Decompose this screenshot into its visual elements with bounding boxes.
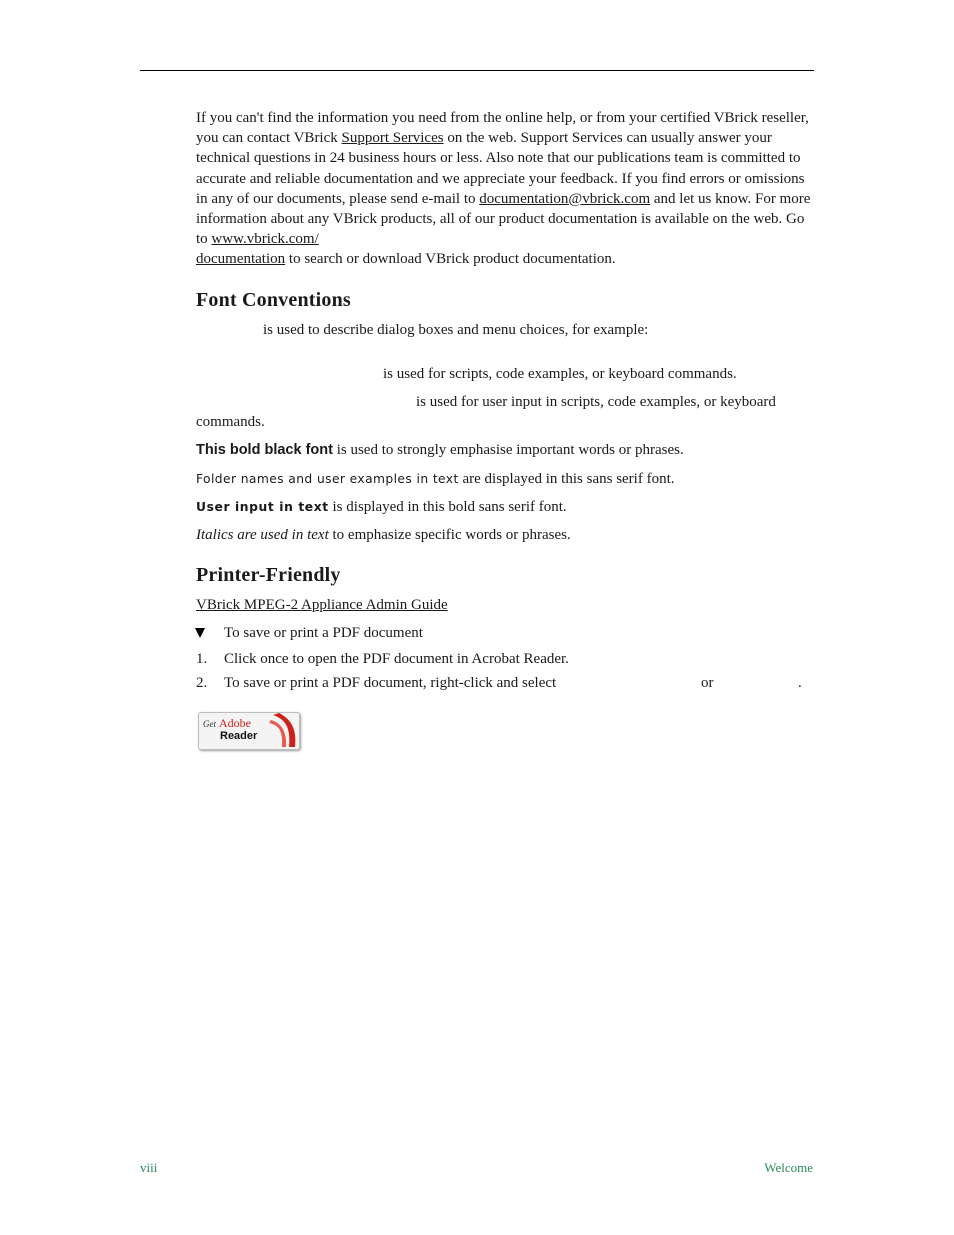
italics-sample: Italics are used in text	[196, 527, 329, 543]
dialog-convention-text: is used to describe dialog boxes and menu choices, for example:	[263, 322, 649, 338]
user-input-convention-text-a: is used for user input in scripts, code examples, or keyboard	[416, 394, 776, 410]
procedure-title: To save or print a PDF document	[224, 625, 423, 641]
intro-text-2: on the web. Support Services can usually answer your technical questions in 24 business hours or less. Also note that our publications team is committed to accurate and reliable documentation and we appreciate your feedback. If you find errors or omissions in any of our documents, please send e-mail to	[196, 130, 805, 207]
step-1-text: Click once to open the PDF document in Acrobat Reader.	[224, 651, 569, 667]
support-services-link[interactable]: Support Services	[341, 130, 444, 147]
footer-section-name: Welcome	[764, 1160, 813, 1175]
documentation-url-part-1: www.vbrick.com/	[211, 231, 319, 248]
user-input-bold-convention	[196, 497, 567, 517]
step-1-number: 1.	[196, 651, 208, 667]
badge-reader-text: Reader	[220, 730, 258, 742]
bold-black-text: is used to strongly emphasise important words or phrases.	[332, 442, 684, 458]
badge-get-text: Get	[203, 719, 216, 729]
documentation-url-part-2: documentation	[196, 251, 286, 268]
bold-black-sample: This bold black font	[196, 442, 333, 458]
footer-page-number: viii	[140, 1160, 158, 1175]
documentation-email-link[interactable]: documentation@vbrick.com	[479, 190, 651, 207]
italics-convention	[196, 525, 571, 545]
folder-text: are displayed in this sans serif font.	[458, 471, 675, 487]
font-conventions-heading: Font Conventions	[196, 289, 351, 311]
step-2-number: 2.	[196, 675, 208, 691]
user-input-convention-text-b: commands.	[196, 414, 265, 430]
bold-black-convention	[196, 440, 684, 460]
admin-guide-link[interactable]: VBrick MPEG-2 Appliance Admin Guide	[196, 597, 448, 613]
step-2-text: To save or print a PDF document, right-click and select	[224, 675, 557, 691]
user-input-desc: is displayed in this bold sans serif font.	[328, 499, 567, 515]
intro-text-4: to search or download VBrick product documentation.	[285, 251, 616, 268]
procedure-triangle-icon	[195, 628, 205, 638]
user-input-sample: User input in text	[196, 500, 329, 514]
step-2-period: .	[798, 675, 802, 691]
step-2-or: or	[701, 675, 714, 691]
header-rule	[140, 70, 814, 71]
intro-text-3: and let us know. For more information about any VBrick products, all of our product documentation is available on the web. Go to	[196, 190, 811, 248]
scripts-convention-text: is used for scripts, code examples, or keyboard commands.	[383, 366, 737, 382]
badge-adobe-text: Adobe	[219, 716, 251, 730]
folder-convention	[196, 469, 675, 489]
intro-text-1: If you can't find the information you need from the online help, or from your certified VBrick reseller, you can contact VBrick	[196, 110, 809, 147]
italics-text: to emphasize specific words or phrases.	[328, 527, 571, 543]
intro-paragraph	[196, 108, 812, 270]
printer-friendly-heading: Printer-Friendly	[196, 564, 341, 586]
guide-link-line	[196, 595, 448, 615]
get-adobe-reader-badge[interactable]	[198, 712, 300, 750]
adobe-swoosh-icon	[265, 713, 299, 749]
folder-sample: Folder names and user examples in text	[196, 472, 459, 486]
